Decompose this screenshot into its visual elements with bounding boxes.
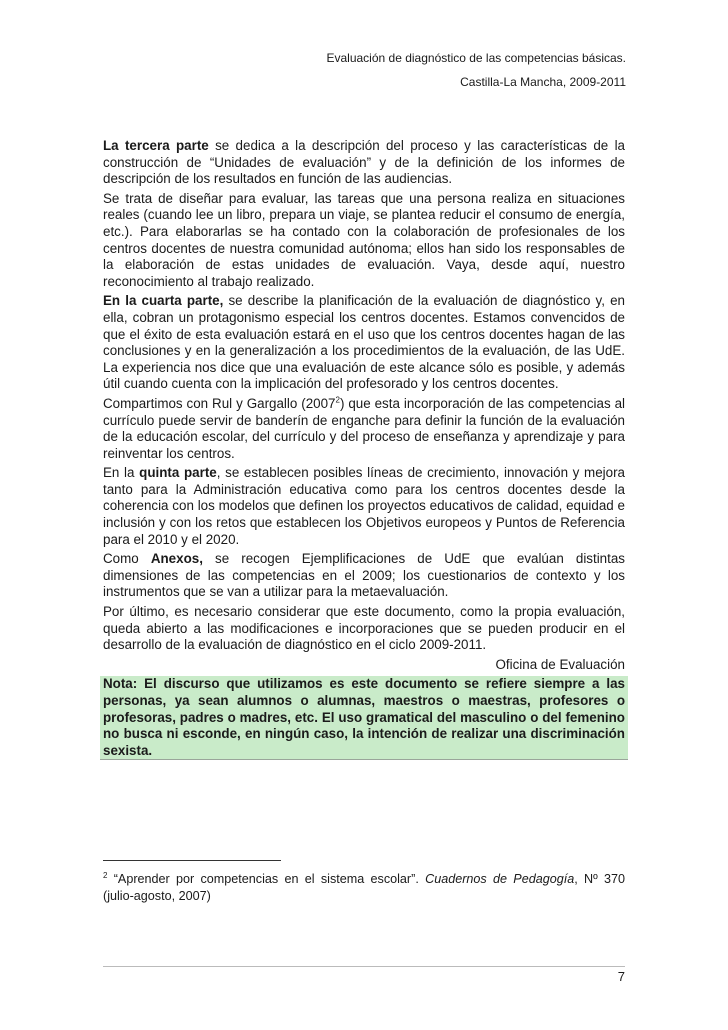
footnote <box>103 871 625 905</box>
footnote-journal: Cuadernos de Pedagogía <box>425 872 575 886</box>
page-header <box>326 46 626 94</box>
paragraph-lead: Anexos, <box>150 551 203 567</box>
paragraph-text: se describe la planificación de la evaluación de diagnóstico y, en ella, cobran un protagonismo especial los centros docentes. Estamos convencidos de que el éxito de esta evaluación estará en el uso que los centros docentes hagan de las conclusiones y en la generalización a los procedimientos de la evaluación, de las UdE. La experiencia nos dice que una evaluación de este alcance sólo es posible, y además útil cuando cuenta con la implicación del profesorado y los centros docentes. <box>103 293 625 392</box>
footnote-number: 2 <box>103 870 108 880</box>
paragraph-tercera-parte <box>103 138 625 188</box>
paragraph-text: En la <box>103 465 140 481</box>
footer-divider <box>103 966 625 967</box>
paragraph-text: se recogen Ejemplificaciones de UdE que evalúan distintas dimensiones de las competencias en el 2009; los cuestionarios de contexto y los instrumentos que se van a utilizar para la metaevaluación. <box>103 551 625 600</box>
paragraph-anexos <box>103 551 625 601</box>
gender-note: Nota: El discurso que utilizamos es este documento se refiere siempre a las personas, ya sean alumnos o alumnas, maestros o maestras, profesores o profesoras, padres o madres, etc. El uso gramatical del masculino o del femenino no busca ni esconde, en ningún caso, la intención de realizar una discriminación sexista. <box>100 676 628 760</box>
paragraph-quinta-parte <box>103 465 625 548</box>
document-body <box>103 138 625 760</box>
paragraph-unidades: Se trata de diseñar para evaluar, las tareas que una persona realiza en situaciones reales (cuando lee un libro, prepara un viaje, se plantea reducir el consumo de energía, etc.). Para elaborarlas se ha contado con la colaboración de profesionales de los centros docentes de nuestra comunidad autónoma; ellos han sido los responsables de la elaboración de estas unidades de evaluación. Vaya, desde aquí, nuestro reconocimiento al trabajo realizado. <box>103 190 625 289</box>
paragraph-lead: En la cuarta parte, <box>103 293 224 309</box>
paragraph-text: se dedica a la descripción del proceso y las características de la construcción de “Unidades de evaluación” y de la definición de los informes de descripción de los resultados en función de las audiencias. <box>103 138 625 187</box>
header-subtitle: Castilla-La Mancha, 2009-2011 <box>460 75 626 89</box>
page-number: 7 <box>617 969 625 984</box>
paragraph-text: , se establecen posibles líneas de crecimiento, innovación y mejora tanto para la Administración educativa como para los centros docentes desde la coherencia con los modelos que definen los proyectos educativos de calidad, equidad e inclusión y con los retos que establecen los Objetivos europeos y Puntos de Referencia para el 2010 y el 2020. <box>103 465 625 547</box>
footnote-text: “Aprender por competencias en el sistema escolar”. <box>107 872 426 886</box>
paragraph-lead: La tercera parte <box>103 138 209 153</box>
paragraph-rul-gargallo <box>103 396 625 462</box>
paragraph-lead: quinta parte <box>139 465 217 481</box>
footnote-reference[interactable]: 2 <box>335 395 340 405</box>
paragraph-text: ) que esta incorporación de las competencias al currículo puede servir de banderín de enganche para definir la función de la evaluación de la educación escolar, del currículo y del proceso de enseñanza y aprendizaje y para reinventar los centros. <box>103 395 625 461</box>
header-title: Evaluación de diagnóstico de las competencias básicas. <box>326 51 626 65</box>
paragraph-por-ultimo: Por último, es necesario considerar que este documento, como la propia evaluación, queda abierto a las modificaciones e incorporaciones que se pueden producir en el desarrollo de la evaluación de diagnóstico en el ciclo 2009-2011. <box>103 604 625 653</box>
signature: Oficina de Evaluación <box>495 656 625 672</box>
paragraph-text: Compartimos con Rul y Gargallo (2007 <box>103 395 336 411</box>
footnote-text: , Nº 370 (julio-agosto, 2007) <box>103 872 625 903</box>
paragraph-cuarta-parte <box>103 293 625 393</box>
footnote-divider <box>103 860 281 861</box>
paragraph-text: Como <box>103 551 151 567</box>
